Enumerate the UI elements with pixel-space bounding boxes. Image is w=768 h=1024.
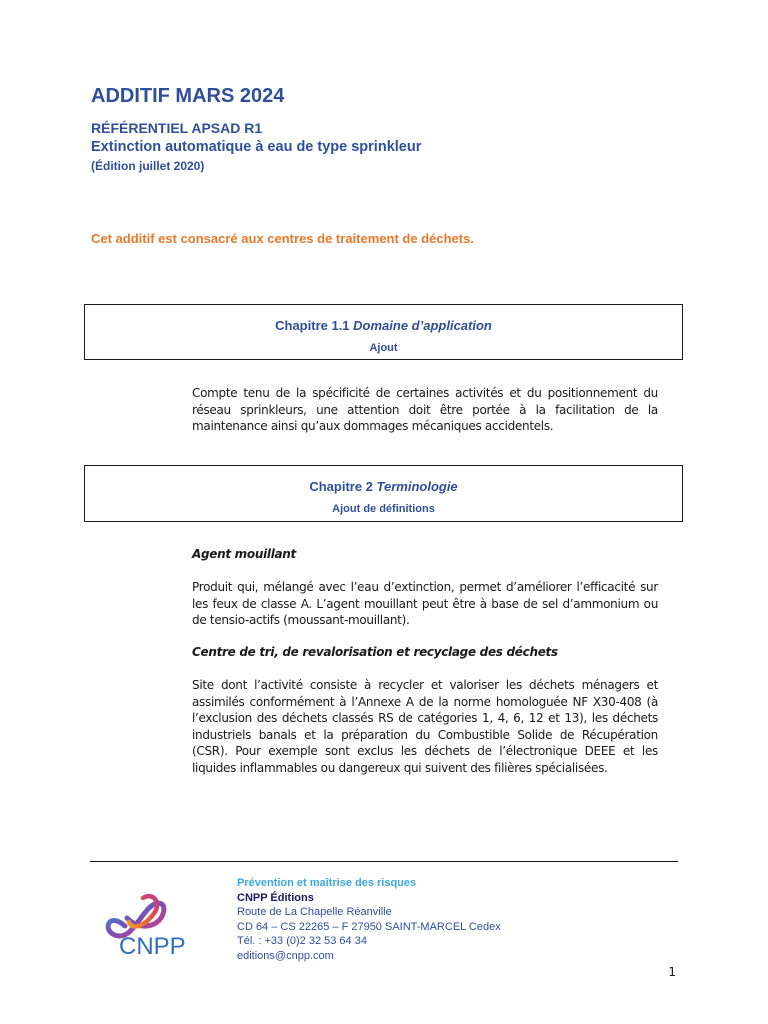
cnpp-logo [97, 888, 219, 958]
chapter-2-prefix: Chapitre 2 [309, 479, 373, 494]
chapter-2-name: Terminologie [376, 479, 458, 494]
definition-term-centre-de-tri: Centre de tri, de revalorisation et recyclage des déchets [192, 645, 558, 659]
footer-divider [90, 861, 678, 862]
chapter-1-1-body: Compte tenu de la spécificité de certaines activités et du positionnement du réseau sprinkleurs, une attention doit être portée à la facilitation de la maintenance ainsi qu’aux dommages mécaniques accidentels. [192, 386, 658, 433]
footer-address-line-2: CD 64 – CS 22265 – F 27950 SAINT-MARCEL Cedex [237, 920, 501, 933]
footer-phone: Tél. : +33 (0)2 32 53 64 34 [237, 935, 367, 947]
document-title: ADDITIF MARS 2024 [91, 85, 285, 107]
chapter-1-1-box [84, 304, 683, 360]
definition-term-agent-mouillant: Agent mouillant [192, 547, 296, 561]
footer-contact [237, 876, 501, 963]
chapter-1-1-heading [85, 318, 682, 333]
chapter-1-1-prefix: Chapitre 1.1 [275, 318, 350, 333]
footer-address-line-1: Route de La Chapelle Réanville [237, 906, 392, 918]
chapter-2-heading [85, 479, 682, 494]
footer-email[interactable]: editions@cnpp.com [237, 949, 334, 962]
cnpp-logo-text: CNPP [119, 933, 186, 958]
definition-text-agent-mouillant: Produit qui, mélangé avec l’eau d’extinction, permet d’améliorer l’efficacité sur les feux de classe A. L’agent mouillant peut être à base de sel d’ammonium ou de tensio-actifs (moussant-mouillant). [192, 580, 658, 627]
intro-statement: Cet additif est consacré aux centres de traitement de déchets. [91, 231, 474, 246]
page-number: 1 [668, 965, 676, 979]
chapter-1-1-name: Domaine d’application [353, 318, 492, 333]
chapter-1-1-action: Ajout [369, 342, 398, 354]
definition-text-centre-de-tri: Site dont l’activité consiste à recycler et valoriser les déchets ménagers et assimilés conformément à l’Annexe A de la norme homologuée NF X30-408 (à l’exclusion des déchets classés RS de catégories 1, 4, 6, 12 et 13), les déchets industriels banals et la préparation du Combustible Solide de Récupération (CSR). Pour exemple sont exclus les déchets de l’électronique DEEE et les liquides inflammables ou dangereux qui suivent des filières spécialisées. [192, 678, 658, 775]
referential-name: RÉFÉRENTIEL APSAD R1 [91, 120, 263, 136]
footer-tagline: Prévention et maîtrise des risques [237, 877, 417, 889]
cnpp-infinity-logo-icon [97, 888, 219, 958]
chapter-2-action: Ajout de définitions [332, 503, 435, 515]
footer-org-name: CNPP Éditions [237, 891, 314, 904]
referential-subtitle: Extinction automatique à eau de type sprinkleur [91, 139, 422, 155]
edition-date: (Édition juillet 2020) [91, 159, 205, 173]
chapter-2-box [84, 465, 683, 522]
